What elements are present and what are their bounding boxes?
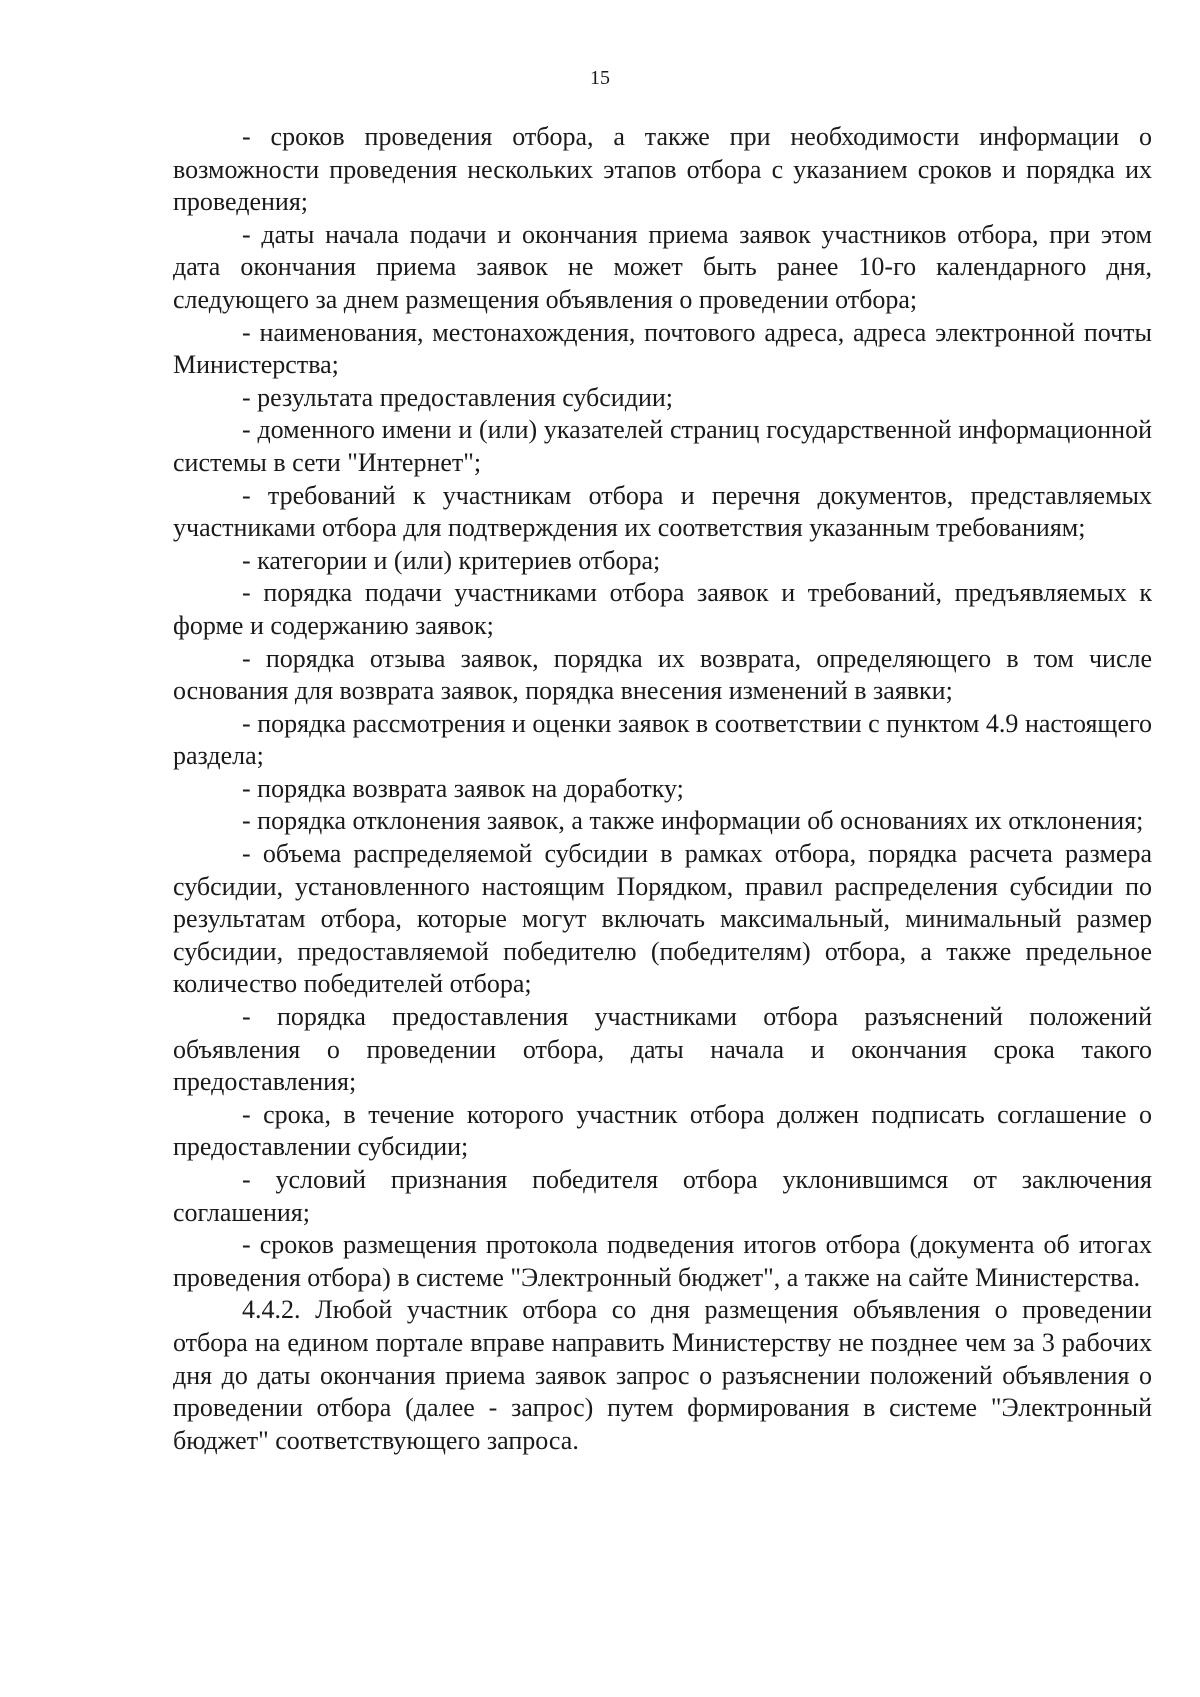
paragraph-selection-criteria: - категории и (или) критериев отбора; (242, 545, 661, 575)
paragraph-evasion-conditions: - условий признания победителя отбора уклонившимся от заключения соглашения; (173, 1165, 1152, 1227)
paragraph-ministry-contacts: - наименования, местонахождения, почтового адреса, адреса электронной почты Министерства; (173, 317, 1152, 380)
paragraph-subsidy-volume: - объема распределяемой субсидии в рамках отбора, порядка расчета размера субсидии, установленного настоящим Порядком, правил распределения субсидии по результатам отбора, которые могут включать максимальный, минимальный размер субсидии, предоставляемой победителю (победителям) отбора, а также предельное количество победителей отбора; (173, 839, 1152, 999)
paragraph-application-dates: - даты начала подачи и окончания приема заявок участников отбора, при этом дата окончания приема заявок не может быть ранее 10-го календарного дня, следующего за днем размещения объявления о проведении отбора; (173, 219, 1152, 314)
paragraph-subsidy-result: - результата предоставления субсидии; (242, 382, 674, 412)
paragraph-submission-procedure: - порядка подачи участниками отбора заявок и требований, предъявляемых к форме и содержанию заявок; (173, 578, 1152, 640)
paragraph-domain-name: - доменного имени и (или) указателей страниц государственной информационной системы в сети "Интернет"; (173, 415, 1152, 477)
paragraph-withdrawal-procedure: - порядка отзыва заявок, порядка их возврата, определяющего в том числе основания для возврата заявок, порядка внесения изменений в заявки; (173, 643, 1152, 706)
paragraph-agreement-deadline: - срока, в течение которого участник отбора должен подписать соглашение о предоставлении субсидии; (173, 1099, 1152, 1162)
paragraph-protocol-publication: - сроков размещения протокола подведения итогов отбора (документа об итогах проведения отбора) в системе "Электронный бюджет", а также на сайте Министерства. (173, 1230, 1152, 1292)
paragraph-participant-requirements: - требований к участникам отбора и перечня документов, представляемых участниками отбора для подтверждения их соответствия указанным требованиям; (173, 480, 1152, 543)
document-body (173, 121, 1152, 1457)
page-number: 15 (590, 67, 610, 89)
paragraph-return-for-revision: - порядка возврата заявок на доработку; (242, 773, 684, 803)
paragraph-rejection-procedure: - порядка отклонения заявок, а также информации об основаниях их отклонения; (242, 806, 1144, 836)
paragraph-clarifications: - порядка предоставления участниками отбора разъяснений положений объявления о проведении отбора, даты начала и окончания срока такого предоставления; (173, 1002, 1152, 1097)
paragraph-section-4-4-2: 4.4.2. Любой участник отбора со дня размещения объявления о проведении отбора на едином портале вправе направить Министерству не позднее чем за 3 рабочих дня до даты окончания приема заявок запрос о разъяснении положений объявления о проведении отбора (далее - запрос) путем формирования в системе "Электронный бюджет" соответствующего запроса. (173, 1295, 1152, 1455)
paragraph-selection-dates: - сроков проведения отбора, а также при необходимости информации о возможности проведения нескольких этапов отбора с указанием сроков и порядка их проведения; (173, 122, 1152, 217)
paragraph-evaluation-procedure: - порядка рассмотрения и оценки заявок в соответствии с пунктом 4.9 настоящего раздела; (173, 708, 1152, 771)
